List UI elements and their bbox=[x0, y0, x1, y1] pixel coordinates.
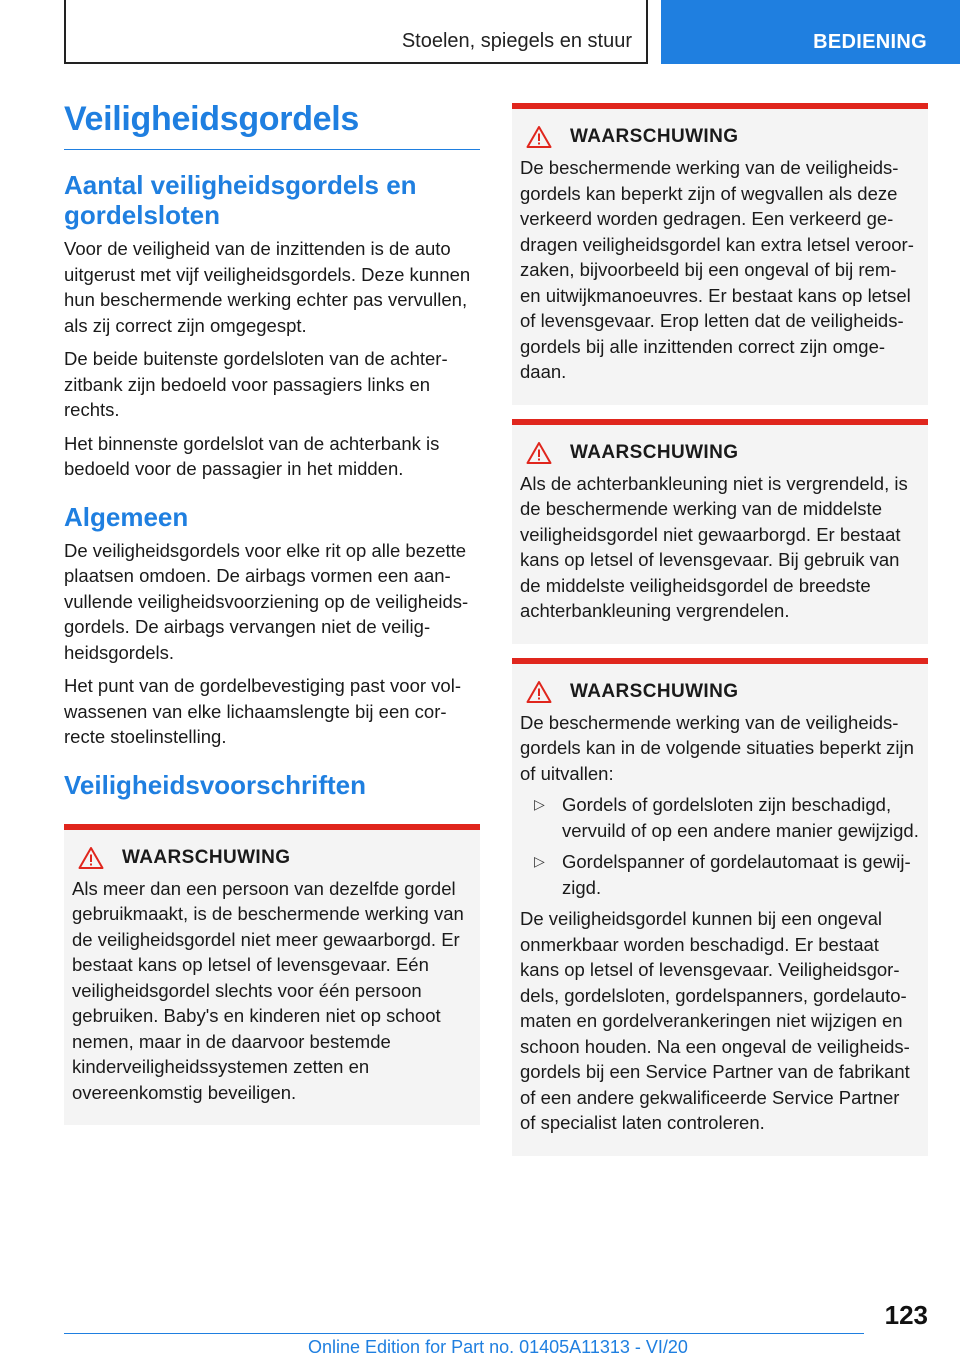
warning-header bbox=[520, 125, 920, 149]
warning-header bbox=[72, 846, 472, 870]
paragraph: Voor de veiligheid van de inzittenden is de auto uitgerust met vijf veiligheidsgordels. Deze kunnen hun beschermende werking echter pas vervullen, als zij correct zijn omgegespt. bbox=[64, 238, 471, 336]
warning-box bbox=[512, 658, 928, 1156]
page-number: 123 bbox=[884, 1300, 928, 1330]
triangle-right-icon: ▷ bbox=[534, 796, 545, 812]
warning-outro: De veiligheidsgordel kunnen bij een ongeval onmerkbaar worden beschadigd. Er bestaat kans op letsel of levensgevaar. Veiligheidsgordels, gordelsloten, gordelspanners, gordelautomaten en gordelverankeringen niet wijzigen en schoon houden. Na een ongeval de veiligheidsgordels bij een Service Partner van de fabrikant of een andere gekwalificeerde Service Partner of specialist laten controleren. bbox=[520, 908, 910, 1133]
triangle-right-icon: ▷ bbox=[534, 853, 545, 869]
footer-divider bbox=[64, 1333, 864, 1334]
header-section-title: Stoelen, spiegels en stuur bbox=[401, 30, 632, 52]
right-column bbox=[512, 103, 928, 1156]
warning-triangle-icon bbox=[526, 680, 552, 704]
warning-text: De beschermende werking van de veiligheidsgordels kan beperkt zijn of wegvallen als deze verkeerd worden gedragen. Een verkeerd gedragen veiligheidsgordel kan extra letsel veroorzaken, bijvoorbeeld bij een ongeval of bij rem- en uitwijkmanoeuvres. Er bestaat kans op letsel of levensgevaar. Erop letten dat de veiligheidsgordels bij alle inzittenden correct zijn omgedaan. bbox=[520, 157, 914, 382]
list-item-text: Gordels of gordelsloten zijn beschadigd, vervuild of op een andere manier gewijzigd. bbox=[562, 794, 919, 841]
warning-box bbox=[512, 103, 928, 405]
page-title: Veiligheidsgordels bbox=[64, 100, 480, 150]
list-item-text: Gordelspanner of gordelautomaat is gewijzigd. bbox=[562, 851, 911, 898]
heading-safety-rules: Veiligheidsvoorschriften bbox=[64, 769, 366, 800]
footer-edition: Online Edition for Part no. 01405A11313 - VI/20 bbox=[308, 1337, 688, 1357]
paragraph: De veiligheidsgordels voor elke rit op alle bezette plaatsen omdoen. De airbags vormen een aanvullende veiligheidsvoorziening op de veiligheidsgordels. De airbags vervangen niet de veiligheidsgordels. bbox=[64, 539, 469, 663]
warning-text: Als de achterbankleuning niet is vergrendeld, is de beschermende werking van de middelste veiligheidsgordel niet gewaarborgd. Er bestaat kans op letsel of levensgevaar. Bij gebruik van de middelste veiligheidsgordel de breedste achterbankleuning vergrendelen. bbox=[520, 472, 908, 621]
header-chapter-label: BEDIENING bbox=[813, 31, 927, 53]
heading-count: Aantal veiligheidsgordels en gordelsloten bbox=[64, 170, 417, 230]
paragraph: Het binnenste gordelslot van de achterbank is bedoeld voor de passagier in het midden. bbox=[64, 432, 440, 479]
warning-text: Als meer dan een persoon van dezelfde gordel gebruikmaakt, is de beschermende werking van de veiligheidsgordel niet meer gewaarborgd. Er bestaat kans op letsel of levensgevaar. Eén veiligheidsgordel slechts voor één persoon gebruiken. Baby's en kinderen niet op schoot nemen, maar in de daarvoor bestemde kinderveiligheidssystemen zetten en overeenkomstig beveiligen. bbox=[72, 877, 464, 1103]
warning-intro: De beschermende werking van de veiligheidsgordels kan in de volgende situaties beperkt zijn of uitvallen: bbox=[520, 711, 914, 784]
warning-title: WAARSCHUWING bbox=[570, 126, 739, 147]
header-chapter-tab bbox=[661, 0, 960, 64]
list-item bbox=[520, 792, 920, 843]
warning-triangle-icon bbox=[526, 441, 552, 465]
left-column bbox=[64, 100, 480, 1125]
warning-title: WAARSCHUWING bbox=[570, 680, 739, 702]
warning-header bbox=[520, 680, 920, 704]
warning-title: WAARSCHUWING bbox=[122, 846, 291, 868]
warning-triangle-icon bbox=[78, 846, 104, 870]
warning-bullet-list bbox=[520, 792, 920, 900]
warning-box bbox=[64, 824, 480, 1126]
paragraph: De beide buitenste gordelsloten van de achterzitbank zijn bedoeld voor passagiers links en rechts. bbox=[64, 348, 448, 420]
header-box bbox=[64, 0, 648, 64]
warning-box bbox=[512, 419, 928, 644]
warning-triangle-icon bbox=[526, 125, 552, 149]
warning-header bbox=[520, 441, 920, 465]
heading-general: Algemeen bbox=[64, 501, 189, 532]
paragraph: Het punt van de gordelbevestiging past voor volwassenen van elke lichaamslengte bij een correcte stoelinstelling. bbox=[64, 675, 461, 747]
warning-title: WAARSCHUWING bbox=[570, 441, 739, 463]
list-item bbox=[520, 849, 920, 900]
